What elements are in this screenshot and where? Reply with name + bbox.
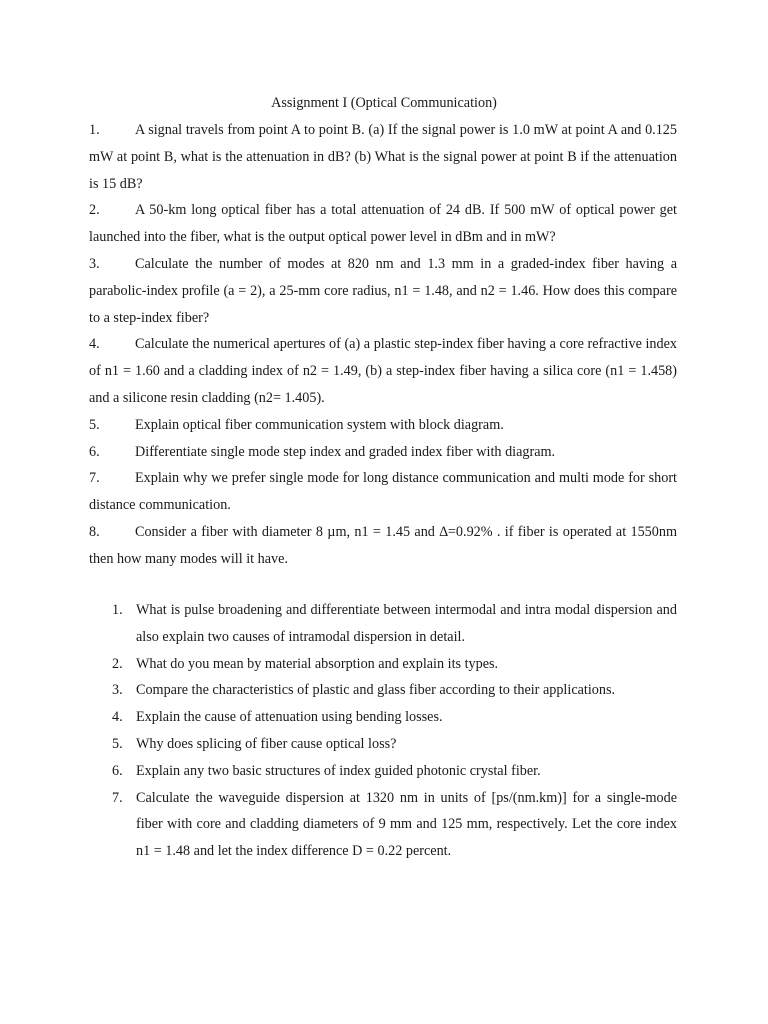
question-text: What do you mean by material absorption and explain its types. bbox=[136, 655, 499, 672]
question-text: Why does splicing of fiber cause optical loss? bbox=[136, 735, 397, 752]
question-number: 1. bbox=[89, 122, 100, 138]
question-text: A 50-km long optical fiber has a total attenuation of 24 dB. If 500 mW of optical power get launched into the fiber, what is the output optical power level in dBm and in mW? bbox=[89, 202, 677, 246]
question-text: Explain why we prefer single mode for long distance communication and multi mode for short distance communication. bbox=[89, 470, 677, 514]
question-number: 2. bbox=[112, 655, 123, 672]
question-number: 3. bbox=[89, 255, 100, 272]
question-number: 5. bbox=[112, 735, 123, 752]
question-list-part-2 bbox=[112, 597, 677, 865]
question-item bbox=[112, 677, 677, 704]
question-text: Calculate the number of modes at 820 nm and 1.3 mm in a graded-index fiber having a parabolic-index profile (a = 2), a 25-mm core radius, n1 = 1.48, and n2 = 1.46. How does this compare to a step-index fiber? bbox=[89, 255, 677, 326]
question-item bbox=[112, 651, 677, 678]
question-item bbox=[89, 117, 677, 197]
question-text: A signal travels from point A to point B. (a) If the signal power is 1.0 mW at point A and 0.125 mW at point B, what is the attenuation in dB? (b) What is the signal power at point B if the attenuation is 15 dB? bbox=[89, 122, 677, 192]
question-item bbox=[112, 597, 677, 651]
question-number: 5. bbox=[89, 416, 100, 433]
question-text: What is pulse broadening and differentiate between intermodal and intra modal dispersion and also explain two causes of intramodal dispersion in detail. bbox=[136, 602, 677, 645]
question-number: 7. bbox=[112, 789, 123, 806]
question-number: 7. bbox=[89, 470, 100, 487]
question-item bbox=[89, 331, 677, 411]
question-item bbox=[89, 412, 677, 439]
question-item bbox=[112, 704, 677, 731]
question-item bbox=[89, 197, 677, 251]
question-number: 2. bbox=[89, 202, 100, 219]
question-text: Calculate the numerical apertures of (a) a plastic step-index fiber having a core refractive index of n1 = 1.60 and a cladding index of n2 = 1.49, (b) a step-index fiber having a silica core (n1 = 1.458) and a silicone resin cladding (n2= 1.405). bbox=[89, 336, 677, 406]
question-item bbox=[89, 251, 677, 331]
question-item bbox=[112, 785, 677, 865]
question-item bbox=[89, 439, 677, 466]
question-number: 6. bbox=[89, 443, 100, 460]
question-text: Explain the cause of attenuation using bending losses. bbox=[136, 709, 443, 726]
question-text: Differentiate single mode step index and graded index fiber with diagram. bbox=[135, 443, 556, 460]
question-text: Calculate the waveguide dispersion at 1320 nm in units of [ps/(nm.km)] for a single-mode fiber with core and cladding diameters of 9 mm and 125 mm, respectively. Let the core index n1 = 1.48 and let the index difference D = 0.22 percent. bbox=[136, 789, 677, 860]
question-item bbox=[112, 758, 677, 785]
question-number: 6. bbox=[112, 762, 123, 779]
question-text: Explain any two basic structures of index guided photonic crystal fiber. bbox=[136, 762, 541, 779]
question-number: 4. bbox=[89, 336, 100, 353]
question-number: 3. bbox=[112, 682, 123, 699]
question-item bbox=[112, 731, 677, 758]
question-number: 1. bbox=[112, 602, 123, 618]
question-number: 4. bbox=[112, 709, 123, 726]
question-number: 8. bbox=[89, 523, 100, 540]
question-text: Compare the characteristics of plastic and glass fiber according to their applications. bbox=[136, 682, 616, 699]
question-list-part-1 bbox=[89, 117, 677, 573]
page-title: Assignment I (Optical Communication) bbox=[271, 95, 497, 111]
question-item bbox=[89, 519, 677, 573]
question-item bbox=[89, 465, 677, 519]
question-text: Consider a fiber with diameter 8 µm, n1 = 1.45 and ∆=0.92% . if fiber is operated at 1550nm then how many modes will it have. bbox=[89, 523, 677, 567]
question-text: Explain optical fiber communication system with block diagram. bbox=[135, 416, 504, 433]
